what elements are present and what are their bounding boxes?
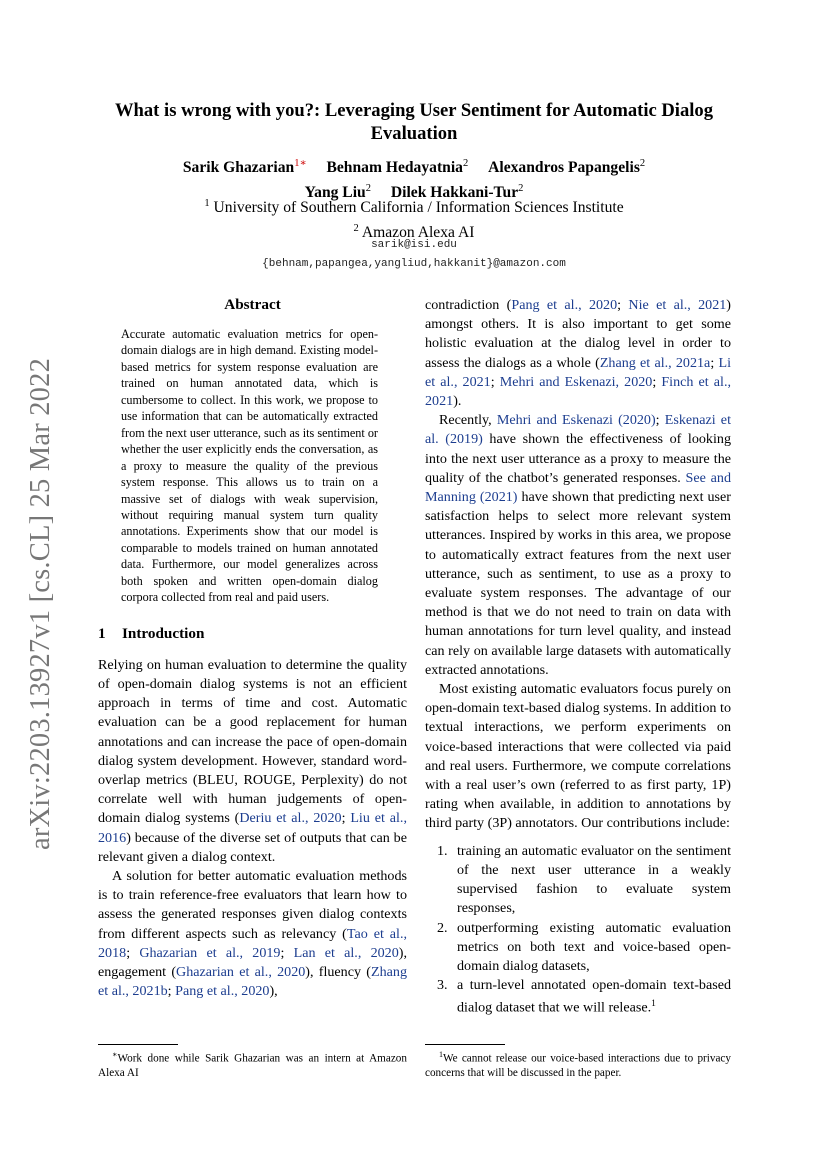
- author-mark: 2: [518, 183, 524, 195]
- emails: [80, 236, 748, 274]
- author-mark[interactable]: 1∗: [294, 158, 307, 169]
- paper-title: What is wrong with you?: Leveraging User Sentiment for Automatic Dialog Evaluation: [114, 100, 714, 144]
- citation-link[interactable]: Tao et al., 2018: [98, 925, 407, 961]
- section-number: 1: [98, 624, 106, 642]
- citation-link[interactable]: Mehri and Eskenazi (2020): [496, 412, 656, 429]
- citation-link[interactable]: Deriu et al., 2020: [239, 810, 342, 827]
- section-heading-introduction: [98, 624, 407, 644]
- citation-link[interactable]: Mehri and Eskenazi, 2020: [499, 373, 653, 390]
- arxiv-sidebar-stamp: [18, 356, 64, 852]
- list-item: 2. outperforming existing automatic evaluation metrics on both text and voice-based open-domain dialog datasets,: [437, 919, 731, 974]
- footnote-text: ∗Work done while Sarik Ghazarian was an intern at Amazon Alexa AI: [98, 1050, 407, 1080]
- paragraph: A solution for better automatic evaluation methods is to train reference-free evaluators that learn how to assess the generated responses given dialog contexts from different aspects such as relevancy (Tao et al., 2018; Ghazarian et al., 2019; Lan et al., 2020), engagement (Ghazarian et al., 2020), fluency (Zhang et al., 2021b; Pang et al., 2020),: [98, 867, 407, 1000]
- list-item: 1. training an automatic evaluator on the sentiment of the next user utterance in a weakly supervised fashion to evaluate system responses,: [437, 842, 731, 917]
- citation-link[interactable]: Nie et al., 2021: [628, 297, 727, 313]
- author: Alexandros Papangelis$^2$: [488, 158, 646, 177]
- citation-link[interactable]: See and Manning (2021): [425, 469, 731, 506]
- section-title: Introduction: [122, 624, 205, 642]
- paragraph: Recently, Mehri and Eskenazi (2020); Eskenazi et al. (2019) have shown the effectiveness of looking into the next user utterance as a proxy to measure the quality of the chatbot’s generated responses. See and Manning (2021) have shown that predicting next user satisfaction helps to select more relevant system utterances. Inspired by works in this area, we propose to automatically extract features from the next user utterance, such as sentiment, to use as a proxy to evaluate system responses. The advantage of our method is that we do not need to train on data with human annotations for turn level quality, and instead can rely on available large datasets with automatically extracted annotations.: [425, 412, 731, 678]
- paragraph: Most existing automatic evaluators focus purely on open-domain text-based dialog systems. In addition to textual interactions, we perform experiments on voice-based interactions that were collected via paid and real users. Furthermore, we compute correlations with a real user’s own (referred to as first party, 1P) rating when available, in addition to annotations by third party (3P) annotators. Our contributions include:: [425, 681, 731, 832]
- citation-link[interactable]: Ghazarian et al., 2020: [176, 963, 306, 980]
- author: Yang Liu$^2$: [304, 183, 371, 202]
- citation-link[interactable]: Pang et al., 2020: [511, 297, 618, 313]
- arxiv-id: arXiv:2203.13927v1 [cs.CL] 25 Mar 2022: [25, 357, 56, 851]
- citation-link[interactable]: Zhang et al., 2021a: [599, 354, 711, 371]
- citation-link[interactable]: Eskenazi et al. (2019): [425, 412, 731, 448]
- author-mark: 2: [639, 158, 646, 169]
- citation-link[interactable]: Pang et al., 2020: [175, 983, 270, 1000]
- author: Behnam Hedayatnia$^2$: [326, 158, 469, 177]
- list-item: 3. a turn-level annotated open-domain text-based dialog dataset that we will release.$^1$: [437, 977, 731, 1016]
- contributions-list: [425, 842, 731, 1019]
- paragraph: contradiction (Pang et al., 2020; Nie et al., 2021) amongst others. It is also important to get some holistic evaluation at the dialog level in order to assess the dialogs as a whole (Zhang et al., 2021a; Li et al., 2021; Mehri and Eskenazi, 2020; Finch et al., 2021).: [425, 297, 731, 410]
- footnote-ref[interactable]: 1: [651, 999, 656, 1010]
- paragraph: Relying on human evaluation to determine the quality of open-domain dialog systems is not an efficient approach in terms of time and cost. Automatic evaluation can be a good replacement for human annotations and can increase the pace of open-domain dialog system development. However, standard word-overlap metrics (BLEU, ROUGE, Perplexity) do not correlate well with human judgements of open-domain dialog systems (Deriu et al., 2020; Liu et al., 2016) because of the diverse set of outputs that can be relevant given a dialog context.: [98, 656, 407, 865]
- email[interactable]: {behnam,papangea,yangliud,hakkanit}@amazon.com: [262, 258, 566, 270]
- footnote-right: [425, 1044, 731, 1081]
- footnote-text: $^1$We cannot release our voice-based interactions due to privacy concerns that will be discussed in the paper.: [425, 1050, 731, 1080]
- left-column: [98, 296, 407, 1001]
- affiliation: $^1$ University of Southern California / Information Sciences Institute: [204, 198, 624, 217]
- affiliation: $^2$ Amazon Alexa AI: [353, 223, 475, 242]
- author-mark: 2: [365, 183, 371, 195]
- email[interactable]: sarik@isi.edu: [371, 239, 457, 251]
- citation-link[interactable]: Ghazarian et al., 2019: [139, 944, 281, 961]
- citation-link[interactable]: Liu et al., 2016: [98, 810, 407, 846]
- author-mark: 2: [462, 158, 469, 169]
- abstract-heading: Abstract: [224, 296, 281, 313]
- author: Dilek Hakkani-Tur$^2$: [390, 183, 524, 202]
- author: Sarik Ghazarian$^{1∗}$: [182, 158, 307, 177]
- citation-link[interactable]: Finch et al., 2021: [425, 373, 731, 410]
- citation-link[interactable]: Li et al., 2021: [425, 354, 731, 390]
- footnote-rule: [425, 1044, 505, 1045]
- footnote-rule: [98, 1044, 178, 1045]
- footnote-left: [98, 1044, 407, 1081]
- abstract-text: Accurate automatic evaluation metrics for open-domain dialogs are in high demand. Existing model-based metrics for system response evaluation are trained on human annotated data, which is cumbersome to collect. In this work, we propose to use information that can be automatically extracted from the next user utterance, such as its sentiment or whether the user explicitly ends the conversation, as a proxy to measure the quality of the previous system response. This allows us to train on a massive set of dialogs with weak supervision, without requiring manual system turn quality annotations. Experiments show that our model is comparable to models trained on human annotated data. Furthermore, our model generalizes across both spoken and written open-domain dialog corpora collected from real and paid users.: [121, 327, 378, 605]
- citation-link[interactable]: Lan et al., 2020: [293, 944, 399, 961]
- citation-link[interactable]: Zhang et al., 2021b: [98, 963, 407, 1000]
- right-column: [425, 296, 731, 1018]
